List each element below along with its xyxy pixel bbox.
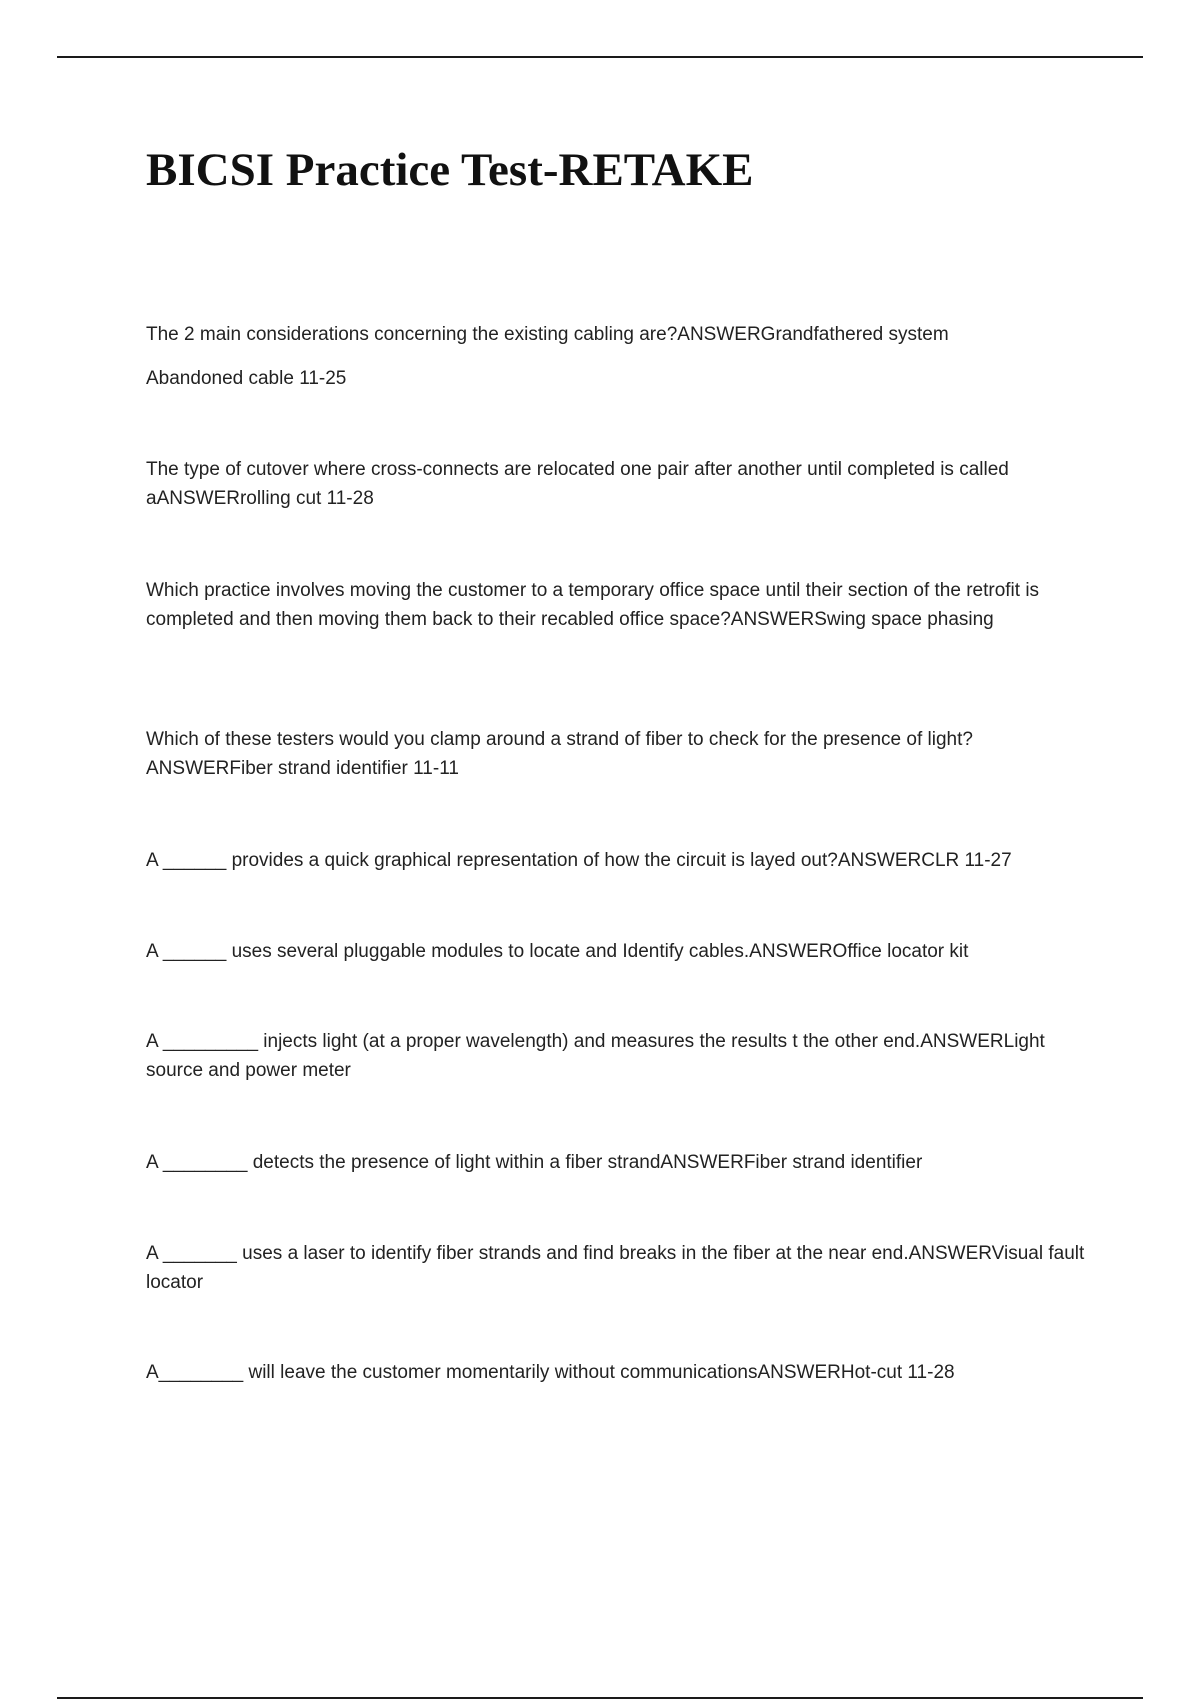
qa-item-6 bbox=[146, 937, 1086, 966]
question-text: A ______ provides a quick graphical representation of how the circuit is layed out? bbox=[146, 850, 838, 871]
question-text: The 2 main considerations concerning the existing cabling are? bbox=[146, 324, 678, 345]
answer-text-continued: Abandoned cable 11-25 bbox=[146, 368, 347, 389]
answer-text: CLR 11-27 bbox=[921, 850, 1012, 871]
question-text: A _______ uses a laser to identify fiber strands and find breaks in the fiber at the near end. bbox=[146, 1243, 909, 1264]
answer-marker: ANSWER bbox=[156, 488, 240, 509]
qa-item-8 bbox=[146, 1148, 1086, 1177]
question-text: The type of cutover where cross-connects are relocated one pair after another until completed is called a bbox=[146, 459, 1009, 509]
question-text: A________ will leave the customer momentarily without communications bbox=[146, 1362, 758, 1383]
top-rule bbox=[57, 56, 1143, 58]
qa-item-1-continuation bbox=[146, 364, 1086, 393]
question-text: A ______ uses several pluggable modules to locate and Identify cables. bbox=[146, 941, 750, 962]
bottom-rule bbox=[57, 1697, 1143, 1699]
qa-item-5 bbox=[146, 846, 1086, 875]
answer-text: Grandfathered system bbox=[760, 324, 949, 345]
answer-marker: ANSWER bbox=[660, 1152, 744, 1173]
qa-item-1 bbox=[146, 320, 1086, 349]
answer-marker: ANSWER bbox=[146, 758, 230, 779]
answer-marker: ANSWER bbox=[749, 941, 833, 962]
answer-text: Office locator kit bbox=[832, 941, 969, 962]
qa-item-4 bbox=[146, 725, 1086, 783]
question-text: Which of these testers would you clamp around a strand of fiber to check for the presence of light? bbox=[146, 729, 973, 750]
answer-marker: ANSWER bbox=[677, 324, 761, 345]
answer-text: Hot-cut 11-28 bbox=[840, 1362, 955, 1383]
answer-marker: ANSWER bbox=[908, 1243, 992, 1264]
answer-marker: ANSWER bbox=[757, 1362, 841, 1383]
answer-marker: ANSWER bbox=[920, 1031, 1004, 1052]
answer-text: Visual fault locator bbox=[146, 1243, 1085, 1293]
answer-text: Swing space phasing bbox=[814, 609, 994, 630]
answer-marker: ANSWER bbox=[837, 850, 922, 871]
question-text: Which practice involves moving the customer to a temporary office space until their section of the retrofit is completed and then moving them back to their recabled office space? bbox=[146, 580, 1040, 630]
answer-text: rolling cut 11-28 bbox=[239, 488, 374, 509]
qa-item-3 bbox=[146, 576, 1086, 634]
answer-text: Fiber strand identifier bbox=[743, 1152, 923, 1173]
answer-text: Light source and power meter bbox=[146, 1031, 1045, 1081]
page-title: BICSI Practice Test-RETAKE bbox=[146, 144, 754, 196]
qa-item-10 bbox=[146, 1358, 1086, 1387]
qa-item-7 bbox=[146, 1027, 1086, 1085]
question-text: A ________ detects the presence of light within a fiber strand bbox=[146, 1152, 661, 1173]
qa-item-2 bbox=[146, 455, 1086, 513]
qa-item-9 bbox=[146, 1239, 1086, 1297]
answer-marker: ANSWER bbox=[730, 609, 815, 630]
question-text: A _________ injects light (at a proper wavelength) and measures the results t the other end. bbox=[146, 1031, 921, 1052]
answer-text: Fiber strand identifier 11-11 bbox=[229, 758, 459, 779]
